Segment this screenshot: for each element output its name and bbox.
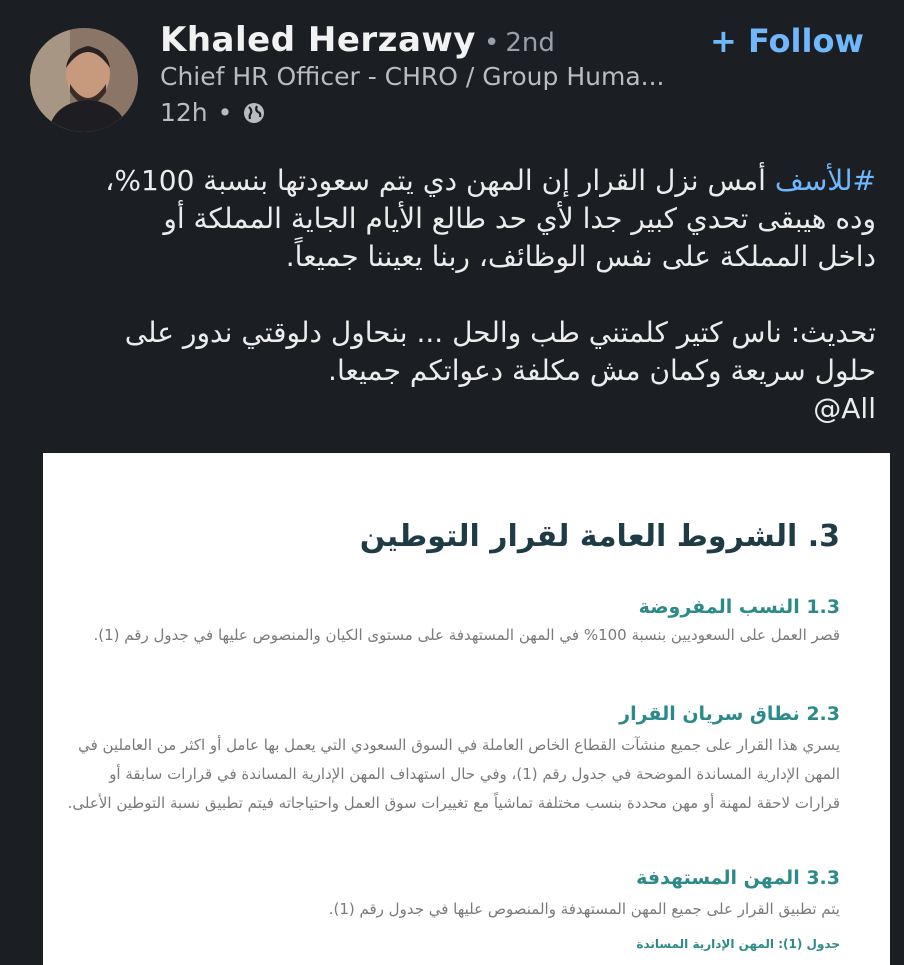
mention-link[interactable]: @All <box>813 392 876 425</box>
post-meta <box>160 98 266 127</box>
author-headline: Chief HR Officer - CHRO / Group Huma... <box>160 62 665 91</box>
section-body: يسري هذا القرار على جميع منشآت القطاع الخاص العاملة في السوق السعودي التي يعمل بها عامل أو اكثر من العاملين في المهن الإدارية المساندة الموضحة في جدول رقم (1)، وفي حال استهداف المهن الإدارية المساندة في قرارات سابقة أو قرارات لاحقة لمهنة أو مهن محددة بنسب مختلفة تماشياً مع تغييرات سوق العمل واحتياجاته فيتم تطبيق نسبة التوطين الأعلى. <box>67 736 840 812</box>
post-line: حلول سريعة وكمان مش مكلفة دعواتكم جميعا. <box>328 354 876 387</box>
section-heading: 3.3 المهن المستهدفة <box>636 867 840 889</box>
post-line: تحديث: ناس كتير كلمتني طب والحل ... بنحاول دلوقتي ندور على <box>124 316 876 349</box>
separator-dot: • <box>483 28 500 58</box>
hashtag-link[interactable]: #للأسف <box>774 164 876 197</box>
post-line: #للأسف أمس نزل القرار إن المهن دي يتم سعودتها بنسبة 100%، <box>105 164 876 197</box>
follow-button[interactable]: + Follow <box>710 22 864 60</box>
post-header <box>0 0 904 140</box>
author-name[interactable]: Khaled Herzawy <box>160 20 476 60</box>
author-name-row <box>160 20 555 60</box>
post-line: داخل المملكة على نفس الوظائف، ربنا يعيننا جميعاً. <box>285 240 876 273</box>
separator-dot: • <box>217 98 233 127</box>
connection-degree: 2nd <box>505 28 555 58</box>
post-body <box>46 162 876 428</box>
post-time: 12h <box>160 98 208 127</box>
section-heading: 2.3 نطاق سريان القرار <box>619 703 840 725</box>
author-avatar[interactable] <box>30 28 138 132</box>
section-body: يتم تطبيق القرار على جميع المهن المستهدفة والمنصوص عليها في جدول رقم (1). <box>328 900 840 918</box>
post-line: وده هيبقى تحدي كبير جدا لأي حد طالع الأيام الجاية المملكة أو <box>163 202 876 235</box>
document-title: 3. الشروط العامة لقرار التوطين <box>359 519 840 554</box>
table-caption: جدول (1): المهن الإدارية المساندة <box>636 937 840 951</box>
section-heading: 1.3 النسب المفروضة <box>638 596 840 618</box>
attached-document-image[interactable] <box>43 453 890 965</box>
section-body: قصر العمل على السعوديين بنسبة 100% في المهن المستهدفة على مستوى الكيان والمنصوص عليها في جدول رقم (1). <box>93 626 840 644</box>
globe-icon <box>242 101 266 125</box>
